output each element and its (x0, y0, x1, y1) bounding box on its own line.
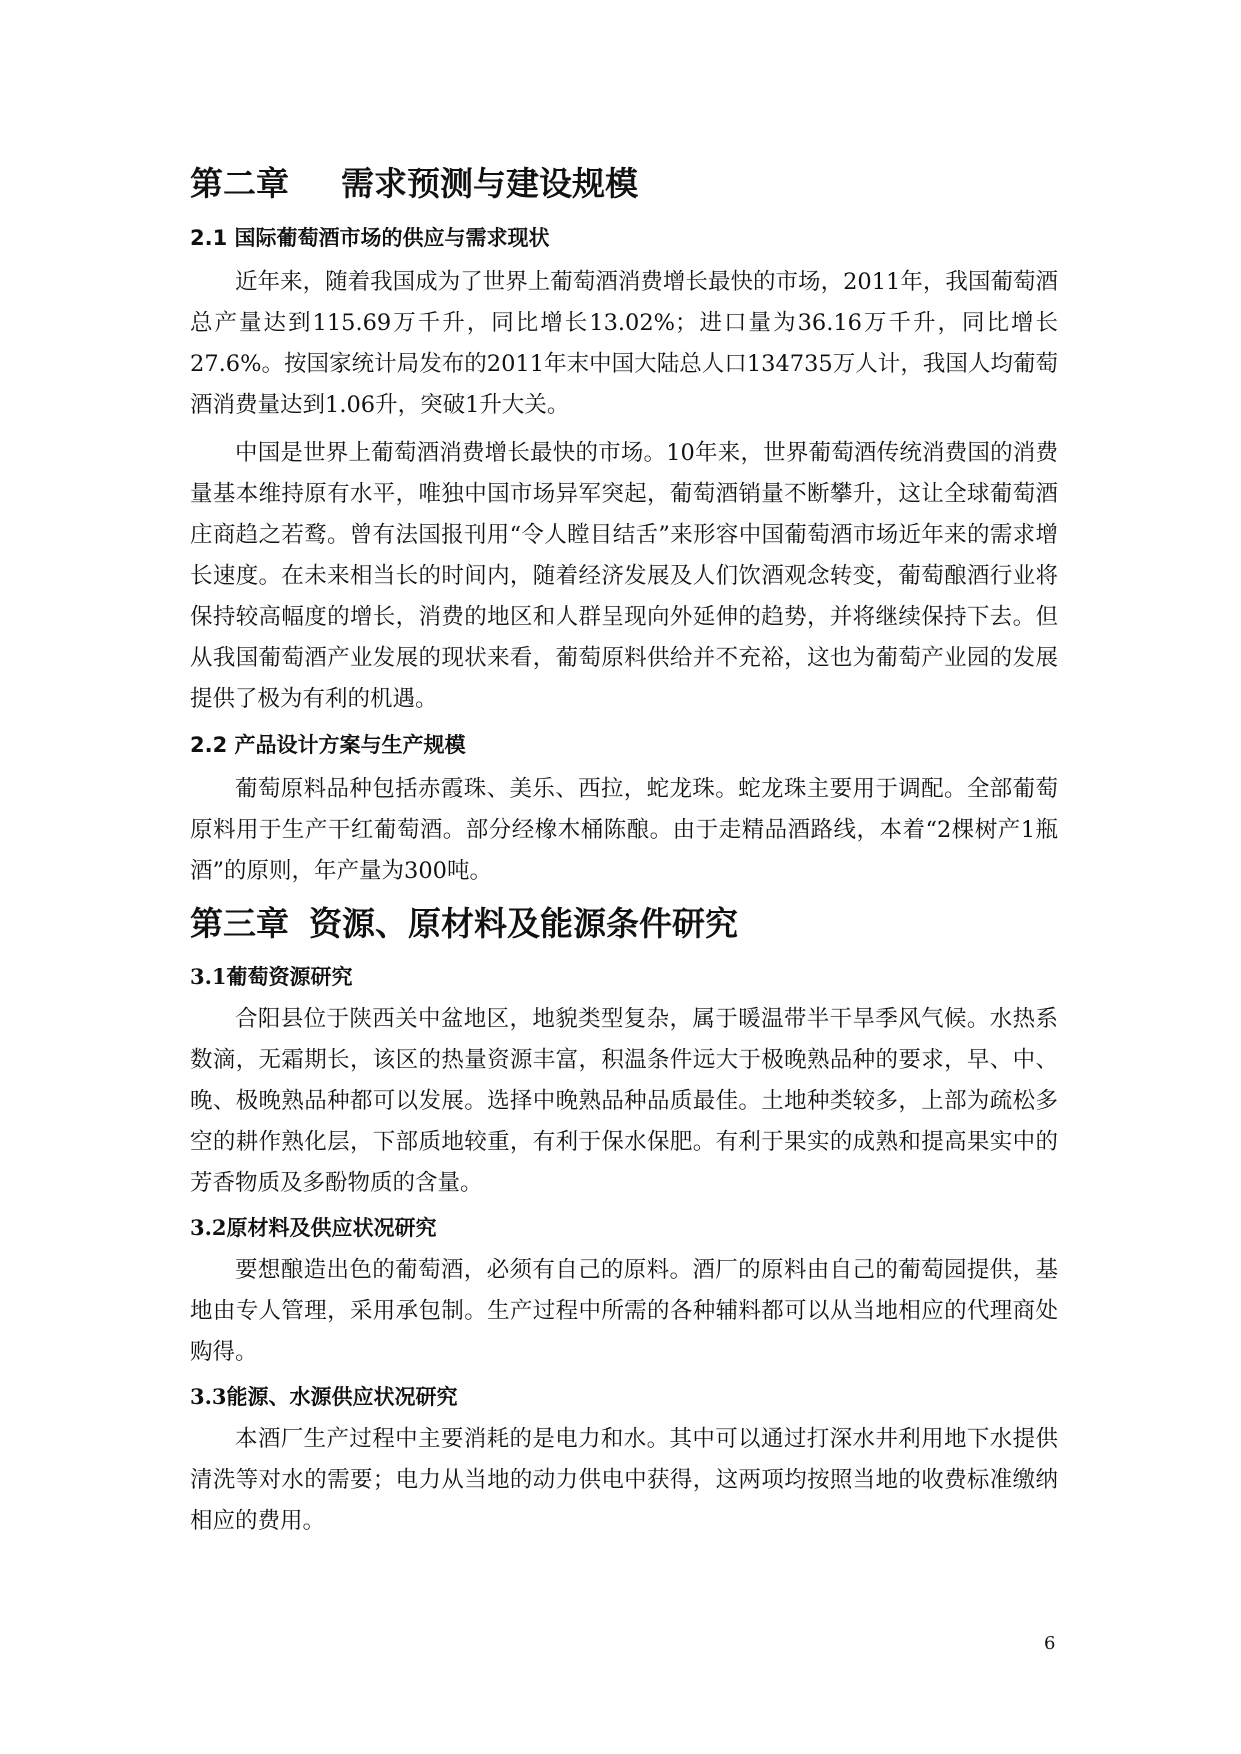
section-3-1-title: 3.1葡萄资源研究 (190, 964, 353, 989)
section-2-2-title: 2.2 产品设计方案与生产规模 (190, 733, 466, 757)
section-2-1-paragraph-1: 近年来，随着我国成为了世界上葡萄酒消费增长最快的市场，2011年，我国葡萄酒总产量达到115.69万千升，同比增长13.02%；进口量为36.16万千升，同比增长27.6%。按国家统计局发布的2011年末中国大陆总人口134735万人计，我国人均葡萄酒消费量达到1.06升，突破1升大关。 (190, 269, 1058, 418)
section-3-1-paragraph-1: 合阳县位于陕西关中盆地区，地貌类型复杂，属于暖温带半干旱季风气候。水热系数滴，无霜期长，该区的热量资源丰富，积温条件远大于极晚熟品种的要求，早、中、晚、极晚熟品种都可以发展。选择中晚熟品种品质最佳。土地种类较多，上部为疏松多空的耕作熟化层，下部质地较重，有利于保水保肥。有利于果实的成熟和提高果实中的芳香物质及多酚物质的含量。 (190, 1006, 1058, 1196)
chapter-3-number: 第三章 (190, 904, 289, 943)
chapter-2-title (190, 160, 1058, 208)
section-2-1-title: 2.1 国际葡萄酒市场的供应与需求现状 (190, 226, 550, 250)
section-3-2-paragraph-1: 要想酿造出色的葡萄酒，必须有自己的原料。酒厂的原料由自己的葡萄园提供，基地由专人管理，采用承包制。生产过程中所需的各种辅料都可以从当地相应的代理商处购得。 (190, 1257, 1058, 1365)
chapter-3-heading: 资源、原材料及能源条件研究 (309, 904, 738, 943)
section-2-2-paragraph-1: 葡萄原料品种包括赤霞珠、美乐、西拉，蛇龙珠。蛇龙珠主要用于调配。全部葡萄原料用于生产干红葡萄酒。部分经橡木桶陈酿。由于走精品酒路线，本着“2棵树产1瓶酒”的原则，年产量为300吨。 (190, 776, 1058, 884)
chapter-3-title (190, 900, 1058, 948)
page-number: 6 (1044, 1633, 1056, 1654)
section-3-3-title: 3.3能源、水源供应状况研究 (190, 1384, 458, 1409)
document-page (190, 160, 1058, 1549)
section-3-3-paragraph-1: 本酒厂生产过程中主要消耗的是电力和水。其中可以通过打深水井利用地下水提供清洗等对水的需要；电力从当地的动力供电中获得，这两项均按照当地的收费标准缴纳相应的费用。 (190, 1426, 1058, 1534)
chapter-2-number: 第二章 (190, 164, 289, 203)
section-2-1-paragraph-2: 中国是世界上葡萄酒消费增长最快的市场。10年来，世界葡萄酒传统消费国的消费量基本维持原有水平，唯独中国市场异军突起，葡萄酒销量不断攀升，这让全球葡萄酒庄商趋之若鹜。曾有法国报刊用“令人瞠目结舌”来形容中国葡萄酒市场近年来的需求增长速度。在未来相当长的时间内，随着经济发展及人们饮酒观念转变，葡萄酿酒行业将保持较高幅度的增长，消费的地区和人群呈现向外延伸的趋势，并将继续保持下去。但从我国葡萄酒产业发展的现状来看，葡萄原料供给并不充裕，这也为葡萄产业园的发展提供了极为有利的机遇。 (190, 440, 1058, 712)
section-3-2-title: 3.2原材料及供应状况研究 (190, 1215, 437, 1240)
chapter-2-heading: 需求预测与建设规模 (341, 164, 638, 203)
